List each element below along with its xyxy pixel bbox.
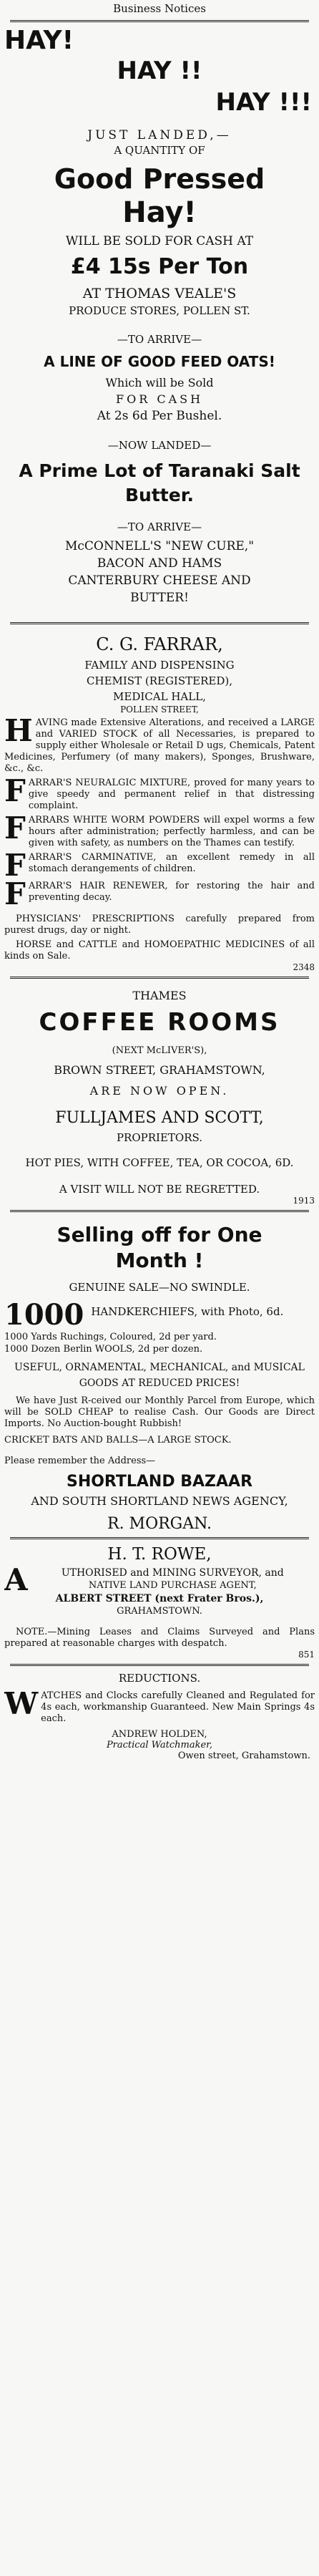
family-dispensing: FAMILY AND DISPENSING — [84, 659, 235, 672]
for-cash: FOR CASH — [115, 392, 204, 406]
ad-number: 1913 — [293, 1196, 315, 1206]
news-agency: AND SOUTH SHORTLAND NEWS AGENCY, — [31, 1494, 288, 1508]
intro-text: AVING made Extensive Alterations, and received a LARGE and VARIED STOCK of all Necessaries, is prepared to supply either Wholesale or Retail D ugs, Chemicals, Patent Medicines, Perfumery (of many makers), Sponges, Brushware, &c., &c. — [4, 717, 315, 774]
monthly-parcel: We have Just R-ceived our Monthly Parcel from Europe, which will be SOLD CHEAP to realise Cash. Our Goods are Direct Imports. No Auction-bought Rubbish! — [4, 1395, 315, 1429]
carminative-text: ARRAR'S CARMINATIVE, an excellent remedy in all stomach derangements of children. — [28, 852, 315, 874]
medical-hall: MEDICAL HALL, — [113, 690, 206, 703]
worm-item — [4, 815, 315, 849]
drop-cap: W — [4, 1690, 39, 1721]
ad-number: 2348 — [293, 962, 315, 972]
farrar-advert — [4, 634, 315, 972]
carminative-item — [4, 852, 315, 878]
holden-advert — [4, 1672, 315, 1761]
holden-name: ANDREW HOLDEN, — [112, 1729, 207, 1740]
watchmaker: Practical Watchmaker, — [106, 1740, 213, 1751]
butter: BUTTER! — [130, 591, 189, 605]
rowe-body — [4, 1567, 315, 1592]
drop-cap: F — [4, 778, 26, 808]
divider — [10, 1210, 309, 1212]
coffee-title: COFFEE ROOMS — [39, 1008, 280, 1037]
month: Month ! — [115, 1249, 204, 1272]
hay-heading-3: HAY !!! — [215, 88, 312, 117]
section-header: Business Notices — [113, 2, 206, 15]
intro-paragraph — [4, 717, 315, 775]
hot-pies: HOT PIES, WITH COFFEE, TEA, OR COCOA, 6D. — [25, 1156, 294, 1169]
worm-text: ARRARS WHITE WORM POWDERS will expel worms a few hours after administration; perfectly harmless, and can be given with safety, as numbers on the Thames can testify. — [28, 815, 315, 848]
drop-cap: F — [4, 881, 26, 906]
coffee-advert — [4, 989, 315, 1206]
grahamstown: GRAHAMSTOWN. — [117, 1606, 202, 1617]
morgan-name: R. MORGAN. — [107, 1515, 212, 1533]
thousand: 1000 — [4, 1299, 84, 1331]
selling-off: Selling off for One — [57, 1223, 262, 1246]
remember: Please remember the Address— — [4, 1456, 156, 1466]
morgan-advert — [4, 1222, 315, 1533]
rowe-advert — [4, 1545, 315, 1660]
feed-oats: A LINE OF GOOD FEED OATS! — [44, 353, 275, 370]
canterbury: CANTERBURY CHEESE AND — [68, 573, 251, 588]
per-bushel: At 2s 6d Per Bushel. — [97, 409, 222, 423]
newspaper-column — [2, 1, 317, 1761]
berlin-wools: 1000 Dozen Berlin WOOLS, 2d per dozen. — [4, 1344, 203, 1355]
veale-advert — [4, 26, 315, 605]
divider — [10, 20, 309, 22]
produce-stores: PRODUCE STORES, POLLEN ST. — [69, 304, 250, 317]
to-arrive: —TO ARRIVE— — [117, 333, 202, 346]
divider — [10, 977, 309, 979]
reductions: REDUCTIONS. — [118, 1672, 201, 1685]
visit: A VISIT WILL NOT BE REGRETTED. — [59, 1183, 260, 1196]
shortland-bazaar: SHORTLAND BAZAAR — [66, 1473, 253, 1491]
hay-title: Hay! — [122, 196, 197, 229]
now-open: ARE NOW OPEN. — [89, 1084, 230, 1098]
ruchings: 1000 Yards Ruchings, Coloured, 2d per yard. — [4, 1332, 217, 1342]
hay-heading-1: HAY! — [4, 26, 74, 55]
to-arrive-2: —TO ARRIVE— — [117, 520, 202, 533]
chemist: CHEMIST (REGISTERED), — [87, 674, 232, 687]
thames: THAMES — [132, 989, 187, 1002]
physicians: PHYSICIANS' PRESCRIPTIONS carefully prepared from purest drugs, day or night. — [4, 914, 315, 936]
proprietors: PROPRIETORS. — [116, 1131, 203, 1144]
new-cure: McCONNELL'S "NEW CURE," — [64, 539, 255, 553]
bacon-hams: BACON AND HAMS — [97, 556, 222, 571]
brown-street: BROWN STREET, GRAHAMSTOWN, — [54, 1063, 265, 1077]
farrar-name: C. G. FARRAR, — [96, 634, 223, 654]
rowe-name: H. T. ROWE, — [107, 1545, 212, 1564]
drop-cap: A — [4, 1567, 28, 1592]
mining-note: NOTE.—Mining Leases and Claims Surveyed and Plans prepared at reasonable charges with despatch. — [4, 1627, 315, 1649]
handkerchiefs-row — [4, 1299, 315, 1331]
thomas-veale: AT THOMAS VEALE'S — [82, 286, 237, 301]
price-per-ton: £4 15s Per Ton — [70, 254, 249, 279]
fulljames-scott: FULLJAMES AND SCOTT, — [55, 1109, 264, 1127]
hair-item — [4, 881, 315, 906]
useful-goods: USEFUL, ORNAMENTAL, MECHANICAL, and MUSICAL GOODS AT REDUCED PRICES! — [14, 1362, 305, 1389]
neuralgic-item — [4, 778, 315, 812]
prime-butter: A Prime Lot of Taranaki Salt Butter. — [19, 460, 300, 505]
divider — [10, 622, 309, 624]
handkerchiefs: HANDKERCHIEFS, with Photo, 6d. — [91, 1305, 284, 1318]
drop-cap: F — [4, 852, 26, 878]
drop-cap: H — [4, 717, 33, 748]
ad-number: 851 — [298, 1650, 315, 1660]
watches-item — [4, 1690, 315, 1725]
drop-cap: F — [4, 815, 26, 846]
now-landed: —NOW LANDED— — [107, 439, 212, 452]
good-pressed: Good Pressed — [54, 163, 265, 195]
hair-text: ARRAR'S HAIR RENEWER, for restoring the hair and preventing decay. — [28, 881, 315, 903]
just-landed: JUST LANDED,— — [87, 128, 232, 142]
owen-street: Owen street, Grahamstown. — [177, 1751, 310, 1761]
which-sold: Which will be Sold — [105, 376, 214, 389]
divider — [10, 1664, 309, 1666]
horse-cattle: HORSE and CATTLE and HOMOEPATHIC MEDICINES of all kinds on Sale. — [4, 939, 315, 962]
divider — [10, 1537, 309, 1539]
watches-text: ATCHES and Clocks carefully Cleaned and Regulated for 4s each, workmanship Guaranteed. New Main Springs 4s each. — [41, 1690, 315, 1724]
sold-for-cash: WILL BE SOLD FOR CASH AT — [65, 234, 254, 248]
cricket: CRICKET BATS AND BALLS—A LARGE STOCK. — [4, 1435, 232, 1446]
next-mcliver: (NEXT McLIVER'S), — [112, 1045, 207, 1056]
surveyor: UTHORISED and MINING SURVEYOR, and — [61, 1567, 284, 1579]
quantity: A QUANTITY OF — [114, 144, 205, 157]
neuralgic-text: ARRAR'S NEURALGIC MIXTURE, proved for many years to give speedy and permanent relief in that distressing complaint. — [28, 778, 315, 811]
pollen-street: POLLEN STREET, — [120, 704, 199, 715]
hay-heading-2: HAY !! — [117, 57, 202, 85]
native-land: NATIVE LAND PURCHASE AGENT, — [88, 1580, 257, 1591]
albert-street: ALBERT STREET (next Frater Bros.), — [55, 1593, 264, 1604]
genuine-sale: GENUINE SALE—NO SWINDLE. — [69, 1281, 250, 1294]
